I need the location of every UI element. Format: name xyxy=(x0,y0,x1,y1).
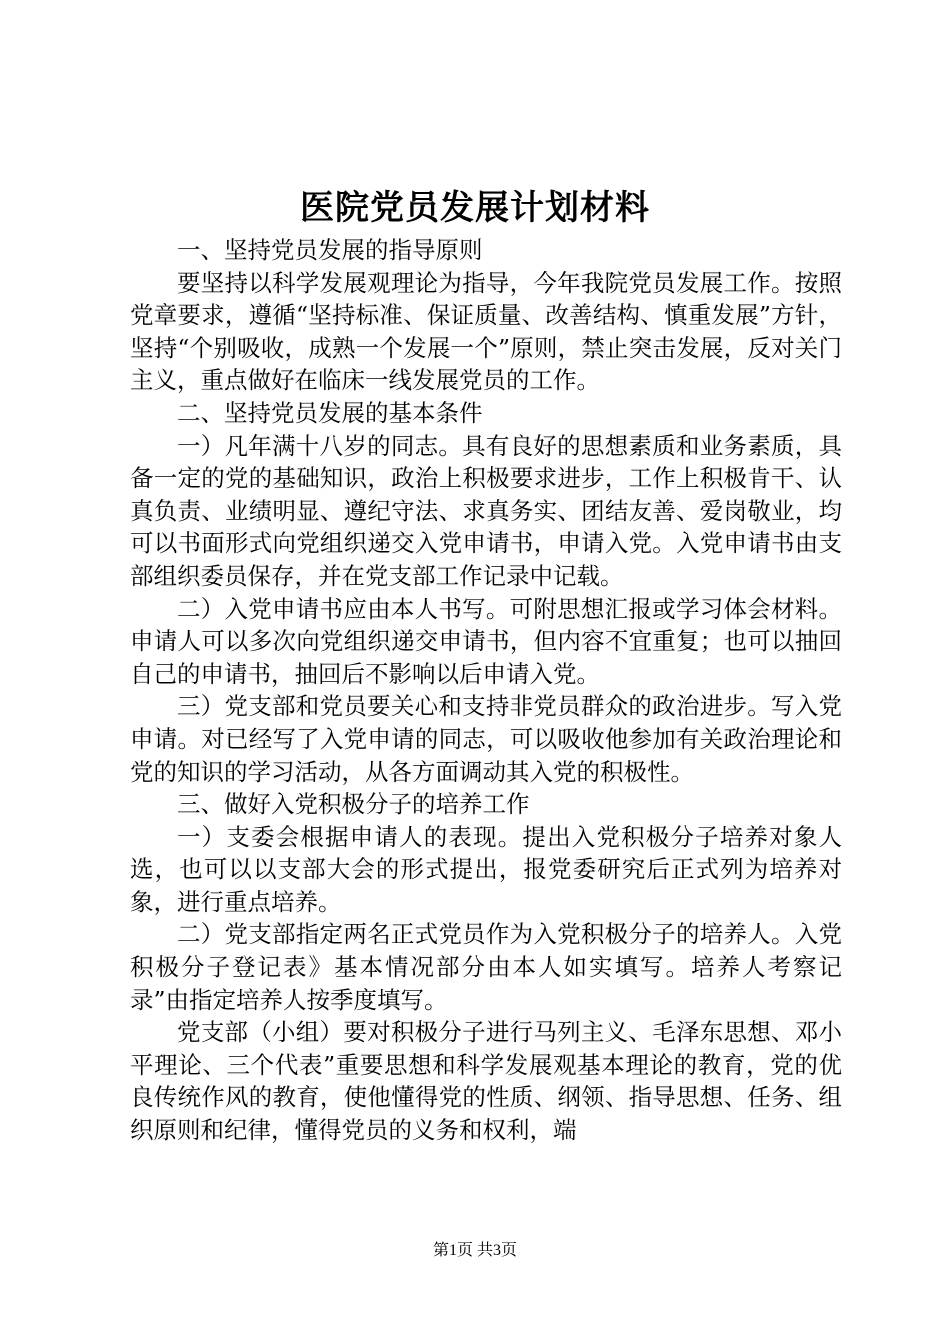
document-body xyxy=(130,234,842,1147)
paragraph: 要坚持以科学发展观理论为指导，今年我院党员发展工作。按照党章要求，遵循“坚持标准、保证质量、改善结构、慎重发展”方针，坚持“个别吸收，成熟一个发展一个”原则，禁止突击发展，反对关门主义，重点做好在临床一线发展党员的工作。 xyxy=(130,268,842,395)
paragraph: 一）凡年满十八岁的同志。具有良好的思想素质和业务素质，具备一定的党的基础知识，政治上积极要求进步，工作上积极肯干、认真负责、业绩明显、遵纪守法、求真务实、团结友善、爱岗敬业，均可以书面形式向党组织递交入党申请书，申请入党。入党申请书由支部组织委员保存，并在党支部工作记录中记载。 xyxy=(130,431,842,590)
paragraph: 三）党支部和党员要关心和支持非党员群众的政治进步。写入党申请。对已经写了入党申请的同志，可以吸收他参加有关政治理论和党的知识的学习活动，从各方面调动其入党的积极性。 xyxy=(130,692,842,786)
document-title: 医院党员发展计划材料 xyxy=(300,188,650,228)
section-heading-3: 三、做好入党积极分子的培养工作 xyxy=(177,790,530,819)
paragraph: 二）入党申请书应由本人书写。可附思想汇报或学习体会材料。申请人可以多次向党组织递交申请书，但内容不宜重复；也可以抽回自己的申请书，抽回后不影响以后申请入党。 xyxy=(130,594,842,688)
page-footer: 第1页 共3页 xyxy=(432,1242,517,1259)
paragraph: 一）支委会根据申请人的表现。提出入党积极分子培养对象人选，也可以以支部大会的形式提出，报党委研究后正式列为培养对象，进行重点培养。 xyxy=(130,822,842,916)
section-heading-1: 一、坚持党员发展的指导原则 xyxy=(177,236,483,264)
section-heading-2: 二、坚持党员发展的基本条件 xyxy=(177,398,483,427)
paragraph: 党支部（小组）要对积极分子进行马列主义、毛泽东思想、邓小平理论、三个代表”重要思想和科学发展观基本理论的教育，党的优良传统作风的教育，使他懂得党的性质、纲领、指导思想、任务、组织原则和纪律，懂得党员的义务和权利，端 xyxy=(130,1018,842,1145)
paragraph: 二）党支部指定两名正式党员作为入党积极分子的培养人。入党积极分子登记表》基本情况部分由本人如实填写。培养人考察记录”由指定培养人按季度填写。 xyxy=(130,920,842,1014)
